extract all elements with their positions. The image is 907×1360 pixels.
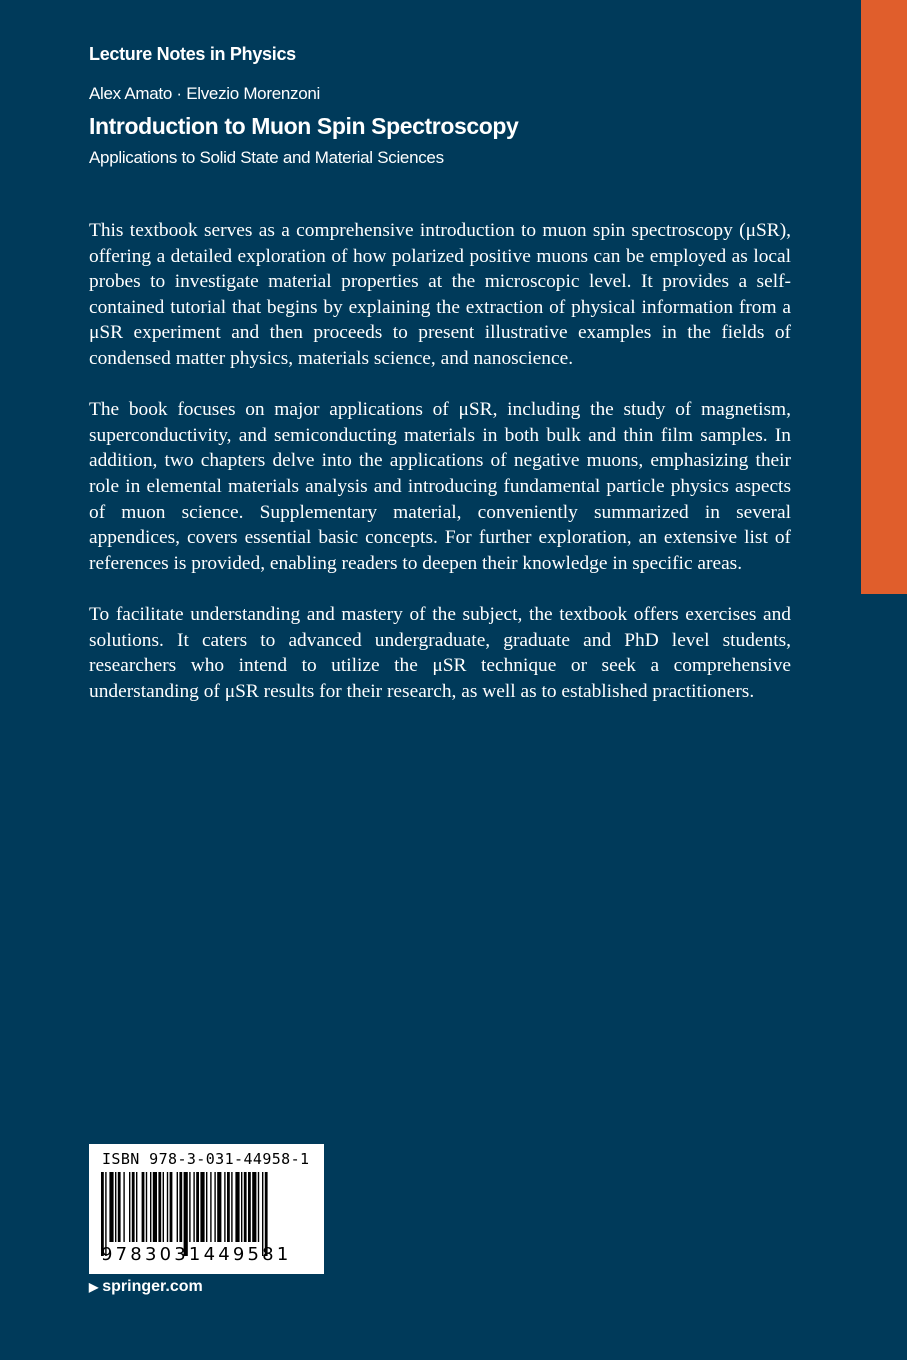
barcode-bar: [189, 1172, 190, 1242]
barcode-bar: [170, 1172, 173, 1242]
description-paragraph: To facilitate understanding and mastery of the subject, the textbook offers exercises and solutions. It caters to advanced undergraduate, graduate and PhD level students, researchers who intend to utilize the μSR technique or seek a comprehensive understanding of μSR results for their research, as well as to established practitioners.: [89, 603, 791, 702]
barcode-bar: [123, 1172, 124, 1242]
barcode-bar: [214, 1172, 215, 1242]
barcode-bar: [179, 1172, 182, 1242]
barcode-bar: [136, 1172, 137, 1242]
barcode-digits: 9783031449581: [101, 1244, 292, 1265]
barcode-bar: [227, 1172, 230, 1242]
barcode-bar: [231, 1172, 232, 1242]
barcode-bar: [248, 1172, 251, 1242]
barcode-bar: [193, 1172, 194, 1242]
barcode-bar: [115, 1172, 116, 1242]
barcode-bar: [241, 1172, 242, 1242]
barcode-bar: [196, 1172, 199, 1242]
barcode-bar: [129, 1172, 130, 1242]
barcode-bar: [244, 1172, 247, 1242]
barcode-bar: [224, 1172, 225, 1242]
isbn-label: ISBN 978-3-031-44958-1: [102, 1150, 310, 1168]
barcode-bar: [150, 1172, 151, 1242]
barcode-bar: [146, 1172, 147, 1242]
book-title: Introduction to Muon Spin Spectroscopy: [89, 113, 519, 139]
barcode-bar: [210, 1172, 211, 1242]
barcode-bar: [235, 1172, 239, 1242]
authors: Alex Amato · Elvezio Morenzoni: [89, 84, 320, 103]
barcode-bar: [118, 1172, 121, 1242]
barcode-bar: [132, 1172, 135, 1242]
series-name: Lecture Notes in Physics: [89, 44, 296, 64]
isbn-barcode: [89, 1144, 324, 1274]
arrow-right-icon: ▶: [89, 1280, 99, 1294]
description-paragraph: The book focuses on major applications of μSR, including the study of magnetism, superconductivity, and semiconducting materials in both bulk and thin film samples. In addition, two chapters delve into the applications of negative muons, emphasizing their role in elemental materials analysis and introducing fundamental particle physics aspects of muon science. Supplementary material, conveniently summarized in several appendices, covers essential basic concepts. For further exploration, an extensive list of references is provided, enabling readers to deepen their knowledge in specific areas.: [89, 399, 791, 574]
barcode-bar: [158, 1172, 161, 1242]
book-description: [89, 218, 791, 730]
barcode-bar: [109, 1172, 113, 1242]
barcode-bar: [167, 1172, 168, 1242]
barcode-bar: [153, 1172, 157, 1242]
description-paragraph: This textbook serves as a comprehensive introduction to muon spin spectroscopy (μSR), offering a detailed exploration of how polarized positive muons can be employed as local probes to investigate material properties at the microscopic level. It provides a self-contained tutorial that begins by explaining the extraction of physical information from a μSR experiment and then proceeds to present illustrative examples in the fields of condensed matter physics, materials science, and nanoscience.: [89, 220, 791, 369]
barcode-bar: [200, 1172, 204, 1242]
barcode-bar: [258, 1172, 259, 1242]
publisher-website[interactable]: [89, 1278, 203, 1296]
barcode-bar: [206, 1172, 207, 1242]
barcode-bar: [163, 1172, 164, 1242]
barcode-bar: [252, 1172, 256, 1242]
accent-stripe: [861, 0, 907, 594]
barcode-bar: [142, 1172, 145, 1242]
barcode-bar: [217, 1172, 221, 1242]
website-label: springer.com: [102, 1278, 203, 1295]
book-subtitle: Applications to Solid State and Material Sciences: [89, 148, 444, 167]
barcode-bar: [177, 1172, 178, 1242]
